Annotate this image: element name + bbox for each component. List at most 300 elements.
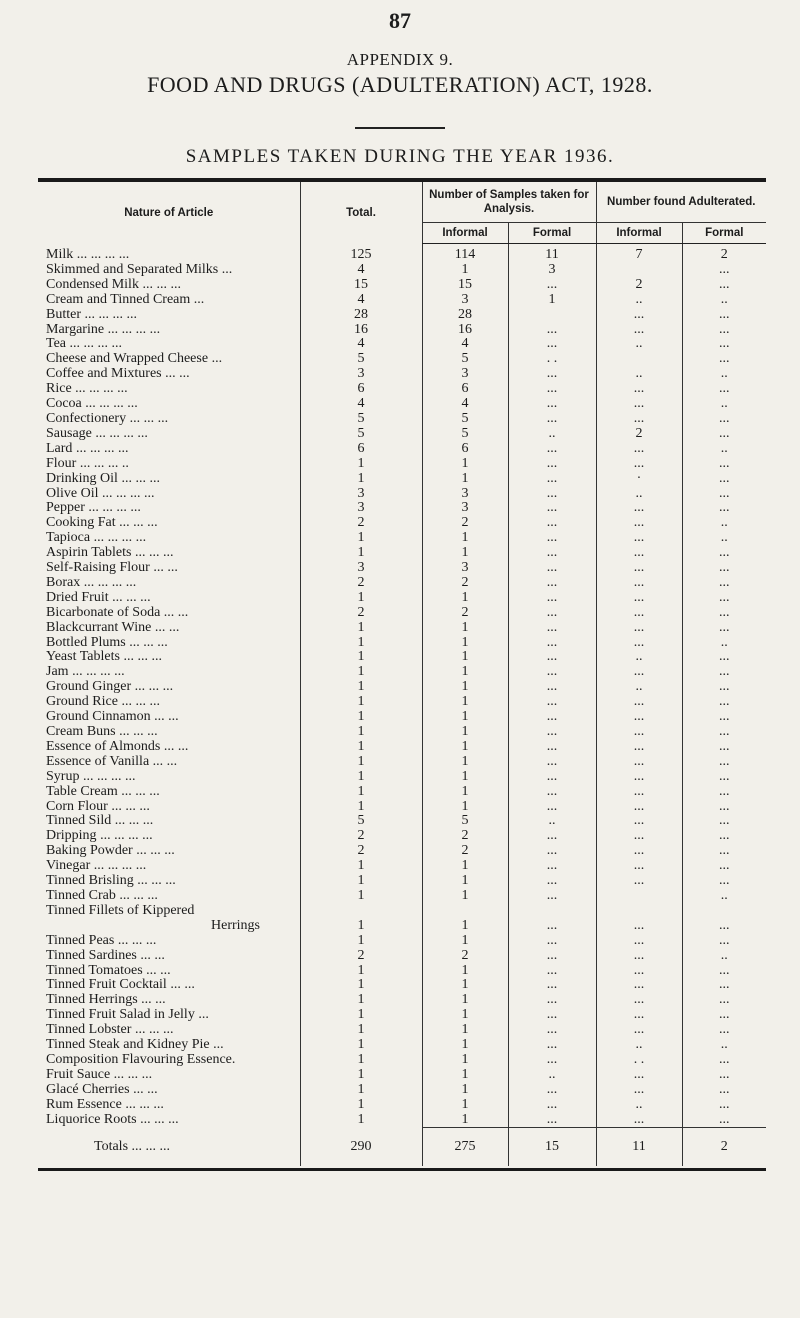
- table-row: [38, 427, 766, 442]
- adulterated-formal-cell: ...: [682, 546, 766, 561]
- article-name: Skimmed and Separated Milks: [46, 262, 219, 277]
- samples-formal-cell: ...: [508, 949, 596, 964]
- samples-informal-cell: 1: [422, 889, 508, 904]
- table-row: [38, 244, 766, 263]
- adulterated-formal-cell: ...: [682, 755, 766, 770]
- article-name-cell: [38, 1008, 300, 1023]
- article-name: Liquorice Roots: [46, 1112, 137, 1127]
- samples-informal-cell: 1: [422, 472, 508, 487]
- adulterated-informal-cell: ..: [596, 367, 682, 382]
- leader-dots: ... ... ... ...: [84, 501, 141, 516]
- article-name: Essence of Vanilla: [46, 754, 150, 769]
- article-name-cell: [38, 993, 300, 1008]
- adulterated-informal-cell: ...: [596, 949, 682, 964]
- table-row: [38, 606, 766, 621]
- appendix-heading: APPENDIX 9.: [346, 50, 454, 69]
- article-name-cell: [38, 1053, 300, 1068]
- leader-dots: ... ... ...: [110, 1067, 153, 1082]
- header-adulterated-informal: Informal: [596, 223, 682, 244]
- total-cell: 1: [300, 874, 422, 889]
- article-name: Fruit Sauce: [46, 1067, 111, 1082]
- adulterated-formal-cell: ..: [682, 531, 766, 546]
- leader-dots: ... ... ... ...: [90, 531, 147, 546]
- total-cell: 1: [300, 755, 422, 770]
- samples-formal-cell: ...: [508, 561, 596, 576]
- adulterated-informal-cell: ..: [596, 487, 682, 502]
- page-number: 87: [389, 8, 411, 33]
- adulterated-informal-cell: ...: [596, 785, 682, 800]
- total-cell: 3: [300, 561, 422, 576]
- adulterated-formal-cell: ...: [682, 740, 766, 755]
- leader-dots: ... ... ...: [114, 933, 157, 948]
- adulterated-informal-cell: ...: [596, 1068, 682, 1083]
- adulterated-informal-cell: ...: [596, 501, 682, 516]
- leader-dots: ...: [209, 1038, 224, 1053]
- adulterated-formal-cell: ...: [682, 1113, 766, 1128]
- total-cell: 4: [300, 337, 422, 352]
- adulterated-informal-cell: ...: [596, 829, 682, 844]
- total-cell: 1: [300, 472, 422, 487]
- adulterated-formal-cell: ..: [682, 293, 766, 308]
- article-name-cell: [38, 1083, 300, 1098]
- adulterated-informal-cell: 7: [596, 244, 682, 263]
- samples-formal-cell: ..: [508, 1068, 596, 1083]
- samples-informal-cell: 1: [422, 695, 508, 710]
- table-row: [38, 1053, 766, 1068]
- samples-formal-cell: ...: [508, 636, 596, 651]
- samples-formal-cell: ...: [508, 457, 596, 472]
- adulterated-informal-cell: ..: [596, 337, 682, 352]
- samples-informal-cell: 1: [422, 710, 508, 725]
- total-cell: 1: [300, 740, 422, 755]
- adulterated-informal-cell: ...: [596, 397, 682, 412]
- leader-dots: ... ... ...: [117, 471, 160, 486]
- adulterated-formal-cell: ...: [682, 323, 766, 338]
- adulterated-formal-cell: ..: [682, 949, 766, 964]
- samples-formal-cell: ...: [508, 367, 596, 382]
- adulterated-formal-cell: ...: [682, 814, 766, 829]
- article-name-cell: [38, 457, 300, 472]
- total-cell: 4: [300, 397, 422, 412]
- table-row: [38, 1023, 766, 1038]
- article-name: Cocoa: [46, 397, 82, 412]
- leader-dots: ... ... ...: [107, 799, 150, 814]
- table-row: [38, 978, 766, 993]
- table-row: [38, 934, 766, 949]
- table-row: [38, 1008, 766, 1023]
- adulterated-formal-cell: ...: [682, 1008, 766, 1023]
- leader-dots: ...: [208, 352, 223, 367]
- samples-formal-cell: [508, 308, 596, 323]
- samples-formal-cell: ...: [508, 710, 596, 725]
- table-row: [38, 293, 766, 308]
- samples-informal-cell: 1: [422, 1038, 508, 1053]
- article-name-cell: [38, 352, 300, 367]
- article-name-cell: [38, 397, 300, 412]
- samples-formal-cell: ...: [508, 337, 596, 352]
- article-name: Olive Oil: [46, 486, 99, 501]
- adulterated-formal-cell: ..: [682, 636, 766, 651]
- table-row: [38, 561, 766, 576]
- samples-informal-cell: 1: [422, 531, 508, 546]
- article-name: Cream and Tinned Cream: [46, 292, 191, 307]
- adulterated-formal-cell: ...: [682, 1023, 766, 1038]
- totals-label-cell: [38, 1128, 300, 1167]
- table-row: [38, 964, 766, 979]
- leader-dots: ... ...: [150, 710, 179, 725]
- leader-dots: ... ... ...: [131, 546, 174, 561]
- article-name-cell: [38, 621, 300, 636]
- samples-formal-cell: ...: [508, 546, 596, 561]
- article-name-cell: [38, 367, 300, 382]
- article-name-cell: [38, 844, 300, 859]
- table-row: [38, 591, 766, 606]
- article-name: Lard: [46, 441, 73, 456]
- article-name-cell: [38, 829, 300, 844]
- article-name: Blackcurrant Wine: [46, 620, 152, 635]
- adulterated-informal-cell: ...: [596, 1008, 682, 1023]
- act-title: FOOD AND DRUGS (ADULTERATION) ACT, 1928.: [147, 72, 653, 97]
- adulterated-informal-cell: ·: [596, 472, 682, 487]
- leader-dots: ... ...: [149, 561, 178, 576]
- samples-informal-cell: 3: [422, 293, 508, 308]
- leader-dots: ... ... ... ...: [80, 575, 137, 590]
- article-name: Butter: [46, 307, 81, 322]
- samples-informal-cell: 1: [422, 546, 508, 561]
- adulterated-formal-cell: ..: [682, 367, 766, 382]
- table-row: [38, 695, 766, 710]
- adulterated-formal-cell: ...: [682, 487, 766, 502]
- table-row: [38, 516, 766, 531]
- adulterated-informal-cell: ...: [596, 770, 682, 785]
- samples-formal-cell: ...: [508, 680, 596, 695]
- total-cell: 1: [300, 680, 422, 695]
- table-row: [38, 814, 766, 829]
- adulterated-formal-cell: ...: [682, 710, 766, 725]
- adulterated-formal-cell: ...: [682, 800, 766, 815]
- header-samples-formal: Formal: [508, 223, 596, 244]
- leader-dots: ... ... ... ...: [72, 441, 129, 456]
- totals-label: Totals: [94, 1139, 129, 1155]
- article-name: Coffee and Mixtures: [46, 367, 162, 382]
- samples-informal-cell: 6: [422, 382, 508, 397]
- article-name: Tea: [46, 337, 67, 352]
- samples-formal-cell: ...: [508, 993, 596, 1008]
- adulterated-formal-cell: ...: [682, 665, 766, 680]
- adulterated-formal-cell: ...: [682, 561, 766, 576]
- total-cell: 1: [300, 1083, 422, 1098]
- leader-dots: ... ... ...: [119, 650, 162, 665]
- leader-dots: ... ... ...: [133, 874, 176, 889]
- article-name: Tinned Crab: [46, 888, 116, 903]
- total-cell: 6: [300, 442, 422, 457]
- article-name-cell: [38, 263, 300, 278]
- total-cell: 4: [300, 263, 422, 278]
- total-cell: 1: [300, 457, 422, 472]
- samples-informal-cell: 4: [422, 337, 508, 352]
- adulterated-formal-cell: ...: [682, 680, 766, 695]
- article-name-cell: [38, 964, 300, 979]
- leader-dots: ... ... ...: [115, 516, 158, 531]
- samples-informal-cell: 1: [422, 1068, 508, 1083]
- leader-dots: ... ... ... ...: [104, 322, 161, 337]
- adulterated-informal-cell: ...: [596, 636, 682, 651]
- total-cell: 1: [300, 1023, 422, 1038]
- article-name: Ground Cinnamon: [46, 710, 151, 725]
- adulterated-informal-cell: ...: [596, 844, 682, 859]
- table-row: [38, 531, 766, 546]
- article-name: Tinned Sardines: [46, 948, 137, 963]
- header-found-adulterated: Number found Adulterated.: [596, 182, 766, 223]
- article-name: Self-Raising Flour: [46, 561, 150, 576]
- leader-dots: .: [231, 1052, 236, 1067]
- article-name-cell: [38, 487, 300, 502]
- samples-formal-cell: ...: [508, 1053, 596, 1068]
- adulterated-informal-cell: ...: [596, 755, 682, 770]
- article-name: Tinned Fillets of Kippered: [46, 903, 195, 918]
- samples-informal-cell: 1: [422, 1113, 508, 1128]
- adulterated-formal-cell: ...: [682, 427, 766, 442]
- adulterated-informal-cell: ...: [596, 1083, 682, 1098]
- total-cell: 1: [300, 1038, 422, 1053]
- total-cell: 1: [300, 531, 422, 546]
- total-cell: 5: [300, 412, 422, 427]
- table-row: [38, 636, 766, 651]
- adulterated-formal-cell: ...: [682, 576, 766, 591]
- adulterated-informal-cell: ...: [596, 561, 682, 576]
- adulterated-informal-cell: ...: [596, 978, 682, 993]
- adulterated-informal-cell: ...: [596, 1113, 682, 1128]
- samples-formal-cell: ...: [508, 785, 596, 800]
- article-name-cell: [38, 472, 300, 487]
- samples-informal-cell: 2: [422, 844, 508, 859]
- samples-formal-cell: ...: [508, 576, 596, 591]
- table-body: [38, 244, 766, 1167]
- leader-dots: ... ... ... ...: [91, 426, 148, 441]
- article-name-cell: [38, 859, 300, 874]
- total-cell: 15: [300, 278, 422, 293]
- samples-formal-cell: ...: [508, 501, 596, 516]
- adulterated-informal-cell: ...: [596, 725, 682, 740]
- total-cell: 1: [300, 636, 422, 651]
- article-name: Tinned Sild: [46, 814, 112, 829]
- article-name: Dried Fruit: [46, 590, 109, 605]
- samples-informal-cell: 1: [422, 263, 508, 278]
- leader-dots: ... ... ... ...: [98, 486, 155, 501]
- article-name: Ground Ginger: [46, 680, 132, 695]
- total-cell: 125: [300, 244, 422, 263]
- samples-informal-cell: 15: [422, 278, 508, 293]
- table-row: [38, 874, 766, 889]
- article-name: Cooking Fat: [46, 516, 116, 531]
- adulterated-informal-cell: ...: [596, 382, 682, 397]
- samples-table: [38, 182, 766, 1166]
- article-name: Tinned Brisling: [46, 874, 134, 889]
- adulterated-informal-cell: ...: [596, 412, 682, 427]
- table-row: [38, 1038, 766, 1053]
- samples-informal-cell: 1: [422, 665, 508, 680]
- adulterated-formal-cell: ...: [682, 725, 766, 740]
- total-cell: 1: [300, 695, 422, 710]
- samples-informal-cell: 28: [422, 308, 508, 323]
- adulterated-informal-cell: ..: [596, 650, 682, 665]
- article-name: Composition Flavouring Essence: [46, 1052, 232, 1067]
- adulterated-formal-cell: ...: [682, 1068, 766, 1083]
- table-row: [38, 800, 766, 815]
- article-name-cell: [38, 1023, 300, 1038]
- article-name-cell: [38, 770, 300, 785]
- samples-formal-cell: ...: [508, 844, 596, 859]
- article-name-cell: [38, 412, 300, 427]
- article-name-cell: [38, 516, 300, 531]
- samples-informal-cell: 1: [422, 621, 508, 636]
- article-name: Bicarbonate of Soda: [46, 605, 161, 620]
- adulterated-formal-cell: ...: [682, 382, 766, 397]
- table-row: [38, 352, 766, 367]
- article-name-cell: [38, 934, 300, 949]
- samples-formal-cell: ...: [508, 591, 596, 606]
- leader-dots: ... ... ...: [132, 844, 175, 859]
- adulterated-formal-cell: ..: [682, 442, 766, 457]
- adulterated-formal-cell: ..: [682, 397, 766, 412]
- adulterated-informal-cell: ...: [596, 964, 682, 979]
- leader-dots: ... ...: [160, 605, 189, 620]
- total-cell: 1: [300, 650, 422, 665]
- leader-dots: ... ... ...: [136, 1112, 179, 1127]
- adulterated-formal-cell: ...: [682, 1053, 766, 1068]
- totals-total-cell: 290: [300, 1128, 422, 1167]
- samples-formal-cell: ...: [508, 606, 596, 621]
- table-row: [38, 576, 766, 591]
- adulterated-informal-cell: ...: [596, 934, 682, 949]
- article-name-cell: [38, 740, 300, 755]
- table-row: [38, 829, 766, 844]
- adulterated-informal-cell: ...: [596, 323, 682, 338]
- samples-informal-cell: 1: [422, 978, 508, 993]
- adulterated-formal-cell: 2: [682, 244, 766, 263]
- adulterated-formal-cell: ...: [682, 919, 766, 934]
- article-name: Cream Buns: [46, 725, 116, 739]
- article-name-cell: [38, 814, 300, 829]
- table-row: [38, 367, 766, 382]
- article-name-cell: [38, 442, 300, 457]
- article-name-cell: [38, 785, 300, 800]
- samples-formal-cell: ...: [508, 1038, 596, 1053]
- adulterated-formal-cell: ...: [682, 785, 766, 800]
- samples-formal-cell: ...: [508, 650, 596, 665]
- samples-informal-cell: 5: [422, 352, 508, 367]
- leader-dots: ... ... ...: [111, 814, 154, 829]
- table-row: [38, 904, 766, 919]
- leader-dots: ... ... ...: [131, 680, 174, 695]
- adulterated-informal-cell: ...: [596, 800, 682, 815]
- table-row: [38, 993, 766, 1008]
- samples-formal-cell: ...: [508, 442, 596, 457]
- adulterated-informal-cell: ...: [596, 531, 682, 546]
- total-cell: 1: [300, 591, 422, 606]
- samples-informal-cell: 1: [422, 964, 508, 979]
- adulterated-informal-cell: ...: [596, 993, 682, 1008]
- article-name: Tapioca: [46, 531, 91, 546]
- total-cell: 1: [300, 710, 422, 725]
- samples-formal-cell: ...: [508, 487, 596, 502]
- adulterated-informal-cell: . .: [596, 1053, 682, 1068]
- samples-informal-cell: 1: [422, 1098, 508, 1113]
- samples-formal-cell: ...: [508, 665, 596, 680]
- header-samples-taken: Number of Samples taken for Analysis.: [422, 182, 596, 223]
- article-name-cell: [38, 427, 300, 442]
- adulterated-formal-cell: ...: [682, 978, 766, 993]
- samples-informal-cell: 4: [422, 397, 508, 412]
- adulterated-informal-cell: ...: [596, 874, 682, 889]
- table-row: [38, 1098, 766, 1113]
- article-name-cell: [38, 680, 300, 695]
- total-cell: 16: [300, 323, 422, 338]
- article-name-cell: [38, 904, 300, 919]
- table-row: [38, 949, 766, 964]
- samples-informal-cell: 3: [422, 367, 508, 382]
- table-row: [38, 1068, 766, 1083]
- samples-formal-cell: ...: [508, 829, 596, 844]
- article-name-cell: [38, 561, 300, 576]
- article-name-cell: [38, 978, 300, 993]
- samples-formal-cell: ...: [508, 800, 596, 815]
- leader-dots: ... ...: [149, 754, 178, 769]
- table-row: [38, 278, 766, 293]
- table-row: [38, 650, 766, 665]
- samples-formal-cell: ...: [508, 397, 596, 412]
- leader-dots: ... ...: [161, 367, 190, 382]
- article-name: Tinned Herrings: [46, 993, 138, 1008]
- article-name: Condensed Milk: [46, 277, 139, 292]
- table-row: [38, 442, 766, 457]
- leader-dots: ... ... ...: [128, 1139, 171, 1155]
- total-cell: 1: [300, 800, 422, 815]
- adulterated-formal-cell: ..: [682, 889, 766, 904]
- table-row: [38, 1083, 766, 1098]
- adulterated-informal-cell: ...: [596, 695, 682, 710]
- header-total: Total.: [300, 182, 422, 244]
- adulterated-formal-cell: ...: [682, 412, 766, 427]
- leader-dots: ... ...: [160, 739, 189, 754]
- samples-formal-cell: 11: [508, 244, 596, 263]
- samples-formal-cell: 1: [508, 293, 596, 308]
- leader-dots: ... ...: [137, 993, 166, 1008]
- total-cell: 6: [300, 382, 422, 397]
- samples-informal-cell: 2: [422, 829, 508, 844]
- samples-formal-cell: ...: [508, 412, 596, 427]
- leader-dots: ... ... ... ...: [81, 397, 138, 412]
- total-cell: 2: [300, 829, 422, 844]
- adulterated-formal-cell: ...: [682, 829, 766, 844]
- leader-dots: ...: [190, 292, 205, 307]
- article-name: Bottled Plums: [46, 635, 126, 650]
- adulterated-informal-cell: ...: [596, 516, 682, 531]
- article-name-cell: [38, 1038, 300, 1053]
- leader-dots: ... ... ... ...: [90, 859, 147, 874]
- article-name-cell: [38, 800, 300, 815]
- table-row: [38, 919, 766, 934]
- adulterated-formal-cell: ...: [682, 278, 766, 293]
- table-row: [38, 665, 766, 680]
- table-row: [38, 1113, 766, 1128]
- samples-informal-cell: 6: [422, 442, 508, 457]
- adulterated-formal-cell: ...: [682, 263, 766, 278]
- article-name: Syrup: [46, 769, 80, 784]
- samples-informal-cell: 1: [422, 1083, 508, 1098]
- adulterated-formal-cell: [682, 904, 766, 919]
- samples-informal-cell: 1: [422, 785, 508, 800]
